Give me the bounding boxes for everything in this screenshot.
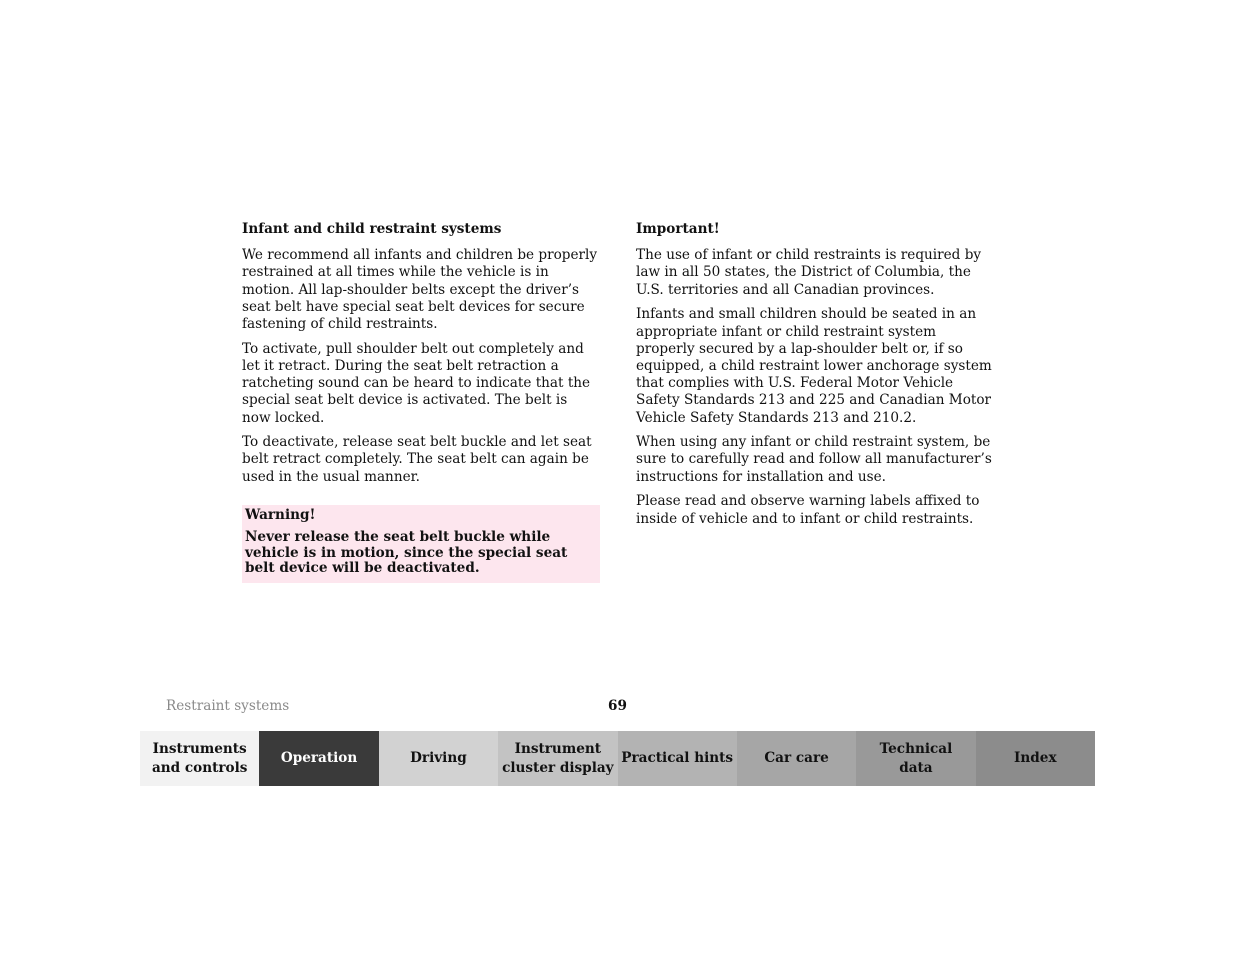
warning-box xyxy=(242,505,600,583)
page-number: 69 xyxy=(608,698,627,714)
warning-title: Warning! xyxy=(245,506,316,523)
tab-car-care[interactable]: Car care xyxy=(737,731,856,786)
paragraph: To activate, pull shoulder belt out completely and let it retract. During the seat belt retraction a ratcheting sound can be heard to indicate that the special seat belt device is activated. The belt is now locked. xyxy=(242,340,591,426)
footer-section-label: Restraint systems xyxy=(166,698,290,714)
paragraph: We recommend all infants and children be properly restrained at all times while the vehicle is in motion. All lap-shoulder belts except the driver’s seat belt have special seat belt devices for secure fastening of child restraints. xyxy=(242,247,598,333)
tab-driving[interactable]: Driving xyxy=(379,731,498,786)
section-heading: Infant and child restraint systems xyxy=(242,221,502,237)
paragraph: Infants and small children should be seated in an appropriate infant or child restraint system properly secured by a lap-shoulder belt or, if so equipped, a child restraint lower anchorage system that complies with U.S. Federal Motor Vehicle Safety Standards 213 and 225 and Canadian Motor Vehicle Safety Standards 213 and 210.2. xyxy=(636,306,992,426)
warning-text: Never release the seat belt buckle while vehicle is in motion, since the special seat belt device will be deactivated. xyxy=(245,529,568,577)
tab-operation[interactable]: Operation xyxy=(259,731,378,786)
left-column xyxy=(242,221,600,583)
important-heading: Important! xyxy=(636,221,720,237)
paragraph: When using any infant or child restraint system, be sure to carefully read and follow all manufacturer’s instructions for installation and use. xyxy=(636,434,992,485)
tab-index[interactable]: Index xyxy=(976,731,1095,786)
tab-instrument-cluster-display[interactable]: Instrument cluster display xyxy=(498,731,617,786)
paragraph: The use of infant or child restraints is required by law in all 50 states, the District of Columbia, the U.S. territories and all Canadian provinces. xyxy=(636,247,982,298)
chapter-nav-bar xyxy=(140,731,1095,786)
tab-practical-hints[interactable]: Practical hints xyxy=(618,731,737,786)
paragraph: Please read and observe warning labels affixed to inside of vehicle and to infant or child restraints. xyxy=(636,493,980,527)
tab-technical-data[interactable]: Technical data xyxy=(856,731,975,786)
right-column xyxy=(636,221,998,535)
paragraph: To deactivate, release seat belt buckle and let seat belt retract completely. The seat belt can again be used in the usual manner. xyxy=(242,434,592,485)
tab-instruments-and-controls[interactable]: Instruments and controls xyxy=(140,731,259,786)
